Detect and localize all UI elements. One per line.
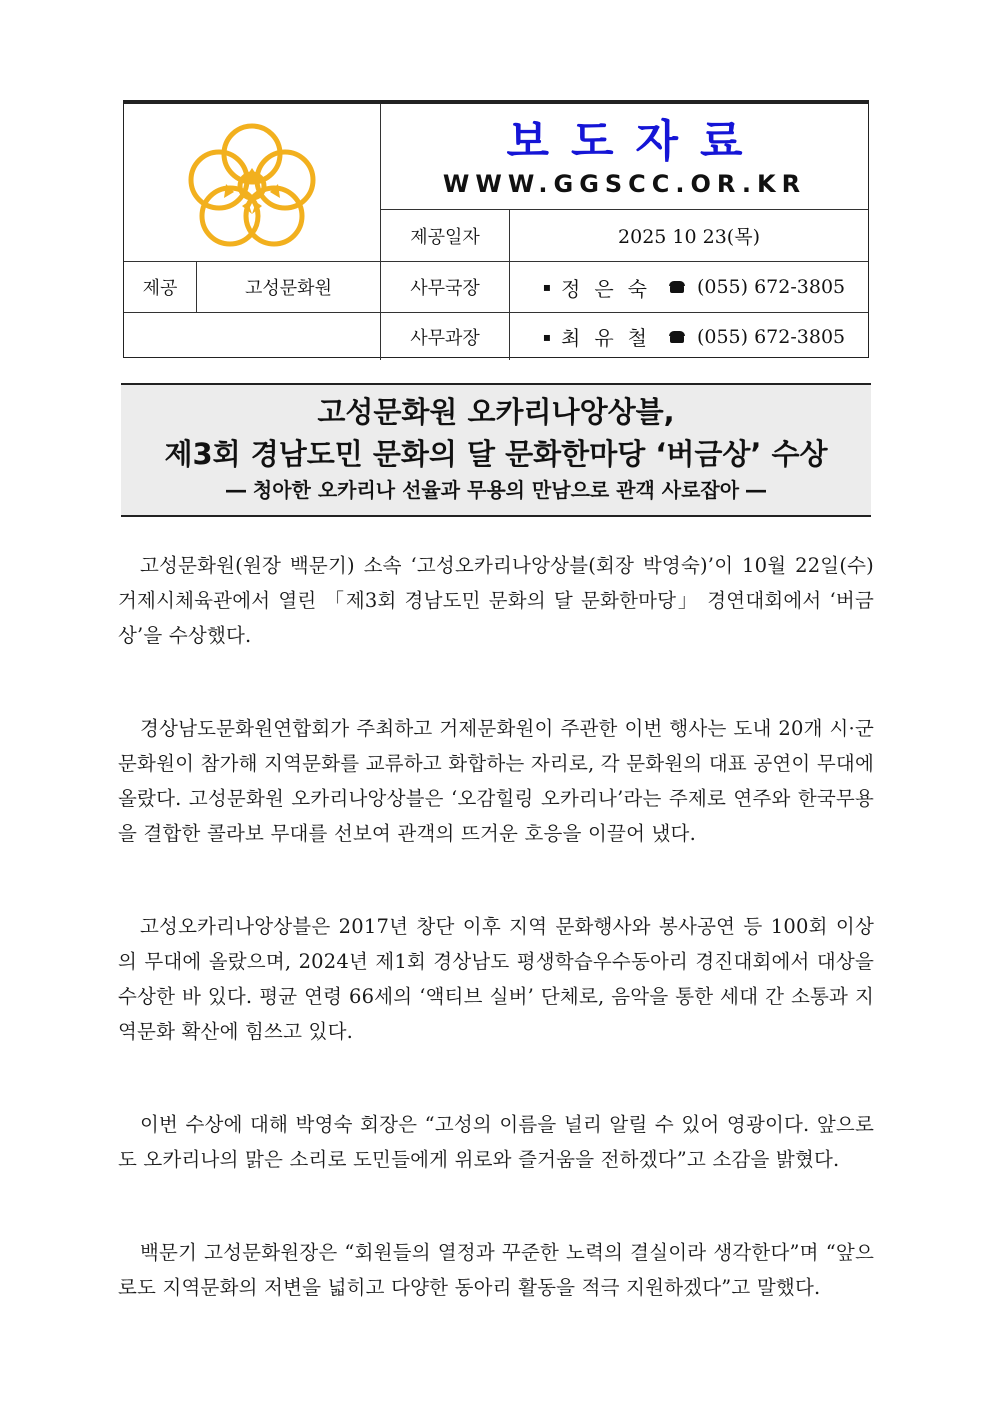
contact-phone-2: (055) 672-3805 <box>696 325 846 348</box>
press-release-header <box>123 100 869 358</box>
paragraph: 고성오카리나앙상블은 2017년 창단 이후 지역 문화행사와 봉사공연 등 100회 이상의 무대에 올랐으며, 2024년 제1회 경상남도 평생학습우수동아리 경진대회에서 대상을 수상한 바 있다. 평균 연령 66세의 ‘액티브 실버’ 단체로, 음악을 통한 세대 간 소통과 지역문화 확산에 힘쓰고 있다. <box>118 915 874 1043</box>
article-body <box>118 548 874 1363</box>
contact-name-2: 최유철 <box>561 326 661 350</box>
website-url[interactable]: WWW.GGSCC.OR.KR <box>442 169 807 198</box>
date-value: 2025 10 23(목) <box>618 226 760 248</box>
contact-name-1: 정은숙 <box>561 276 661 301</box>
headline-line-1: 고성문화원 오카리나앙상블, <box>317 395 675 429</box>
culture-center-logo-icon <box>182 118 322 248</box>
telephone-icon <box>669 331 685 343</box>
paragraph: 고성문화원(원장 백문기) 소속 ‘고성오카리나앙상블(회장 박영숙)’이 10월 22일(수) 거제시체육관에서 열린 「제3회 경남도민 문화의 달 문화한마당」 경연대회에서 ‘버금상’을 수상했다. <box>118 554 874 647</box>
paragraph: 백문기 고성문화원장은 “회원들의 열정과 꾸준한 노력의 결실이라 생각한다”며 “앞으로도 지역문화의 저변을 넓히고 다양한 동아리 활동을 적극 지원하겠다”고 말했다. <box>118 1241 874 1299</box>
date-label: 제공일자 <box>410 226 480 248</box>
paragraph: 경상남도문화원연합회가 주최하고 거제문화원이 주관한 이번 행사는 도내 20개 시·군 문화원이 참가해 지역문화를 교류하고 화합하는 자리로, 각 문화원의 대표 공연이 무대에 올랐다. 고성문화원 오카리나앙상블은 ‘오감힐링 오카리나’라는 주제로 연주와 한국무용을 결합한 콜라보 무대를 선보여 관객의 뜨거운 호응을 이끌어 냈다. <box>118 717 874 845</box>
provider-label: 제공 <box>142 278 178 299</box>
headline-subtitle: ― 청아한 오카리나 선율과 무용의 만남으로 관객 사로잡아 ― <box>225 478 767 502</box>
headline-box <box>121 383 871 517</box>
contact-role-1: 사무국장 <box>410 278 480 299</box>
document-title: 보도자료 <box>506 115 765 167</box>
title-block <box>381 104 868 209</box>
provider-value: 고성문화원 <box>245 278 332 299</box>
contact-phone-1: (055) 672-3805 <box>696 276 846 298</box>
contact-row-1 <box>510 262 868 312</box>
telephone-icon <box>669 281 685 293</box>
logo <box>124 104 380 261</box>
contact-row-2 <box>510 313 868 360</box>
contact-role-2: 사무과장 <box>410 327 480 349</box>
bullet-icon: ▪ <box>542 329 551 344</box>
paragraph: 이번 수상에 대해 박영숙 회장은 “고성의 이름을 널리 알릴 수 있어 영광이다. 앞으로도 오카리나의 맑은 소리로 도민들에게 위로와 즐거움을 전하겠다”고 소감을 밝혔다. <box>118 1113 874 1171</box>
headline-line-2: 제3회 경남도민 문화의 달 문화한마당 ‘버금상’ 수상 <box>164 437 828 471</box>
bullet-icon: ▪ <box>542 280 551 294</box>
